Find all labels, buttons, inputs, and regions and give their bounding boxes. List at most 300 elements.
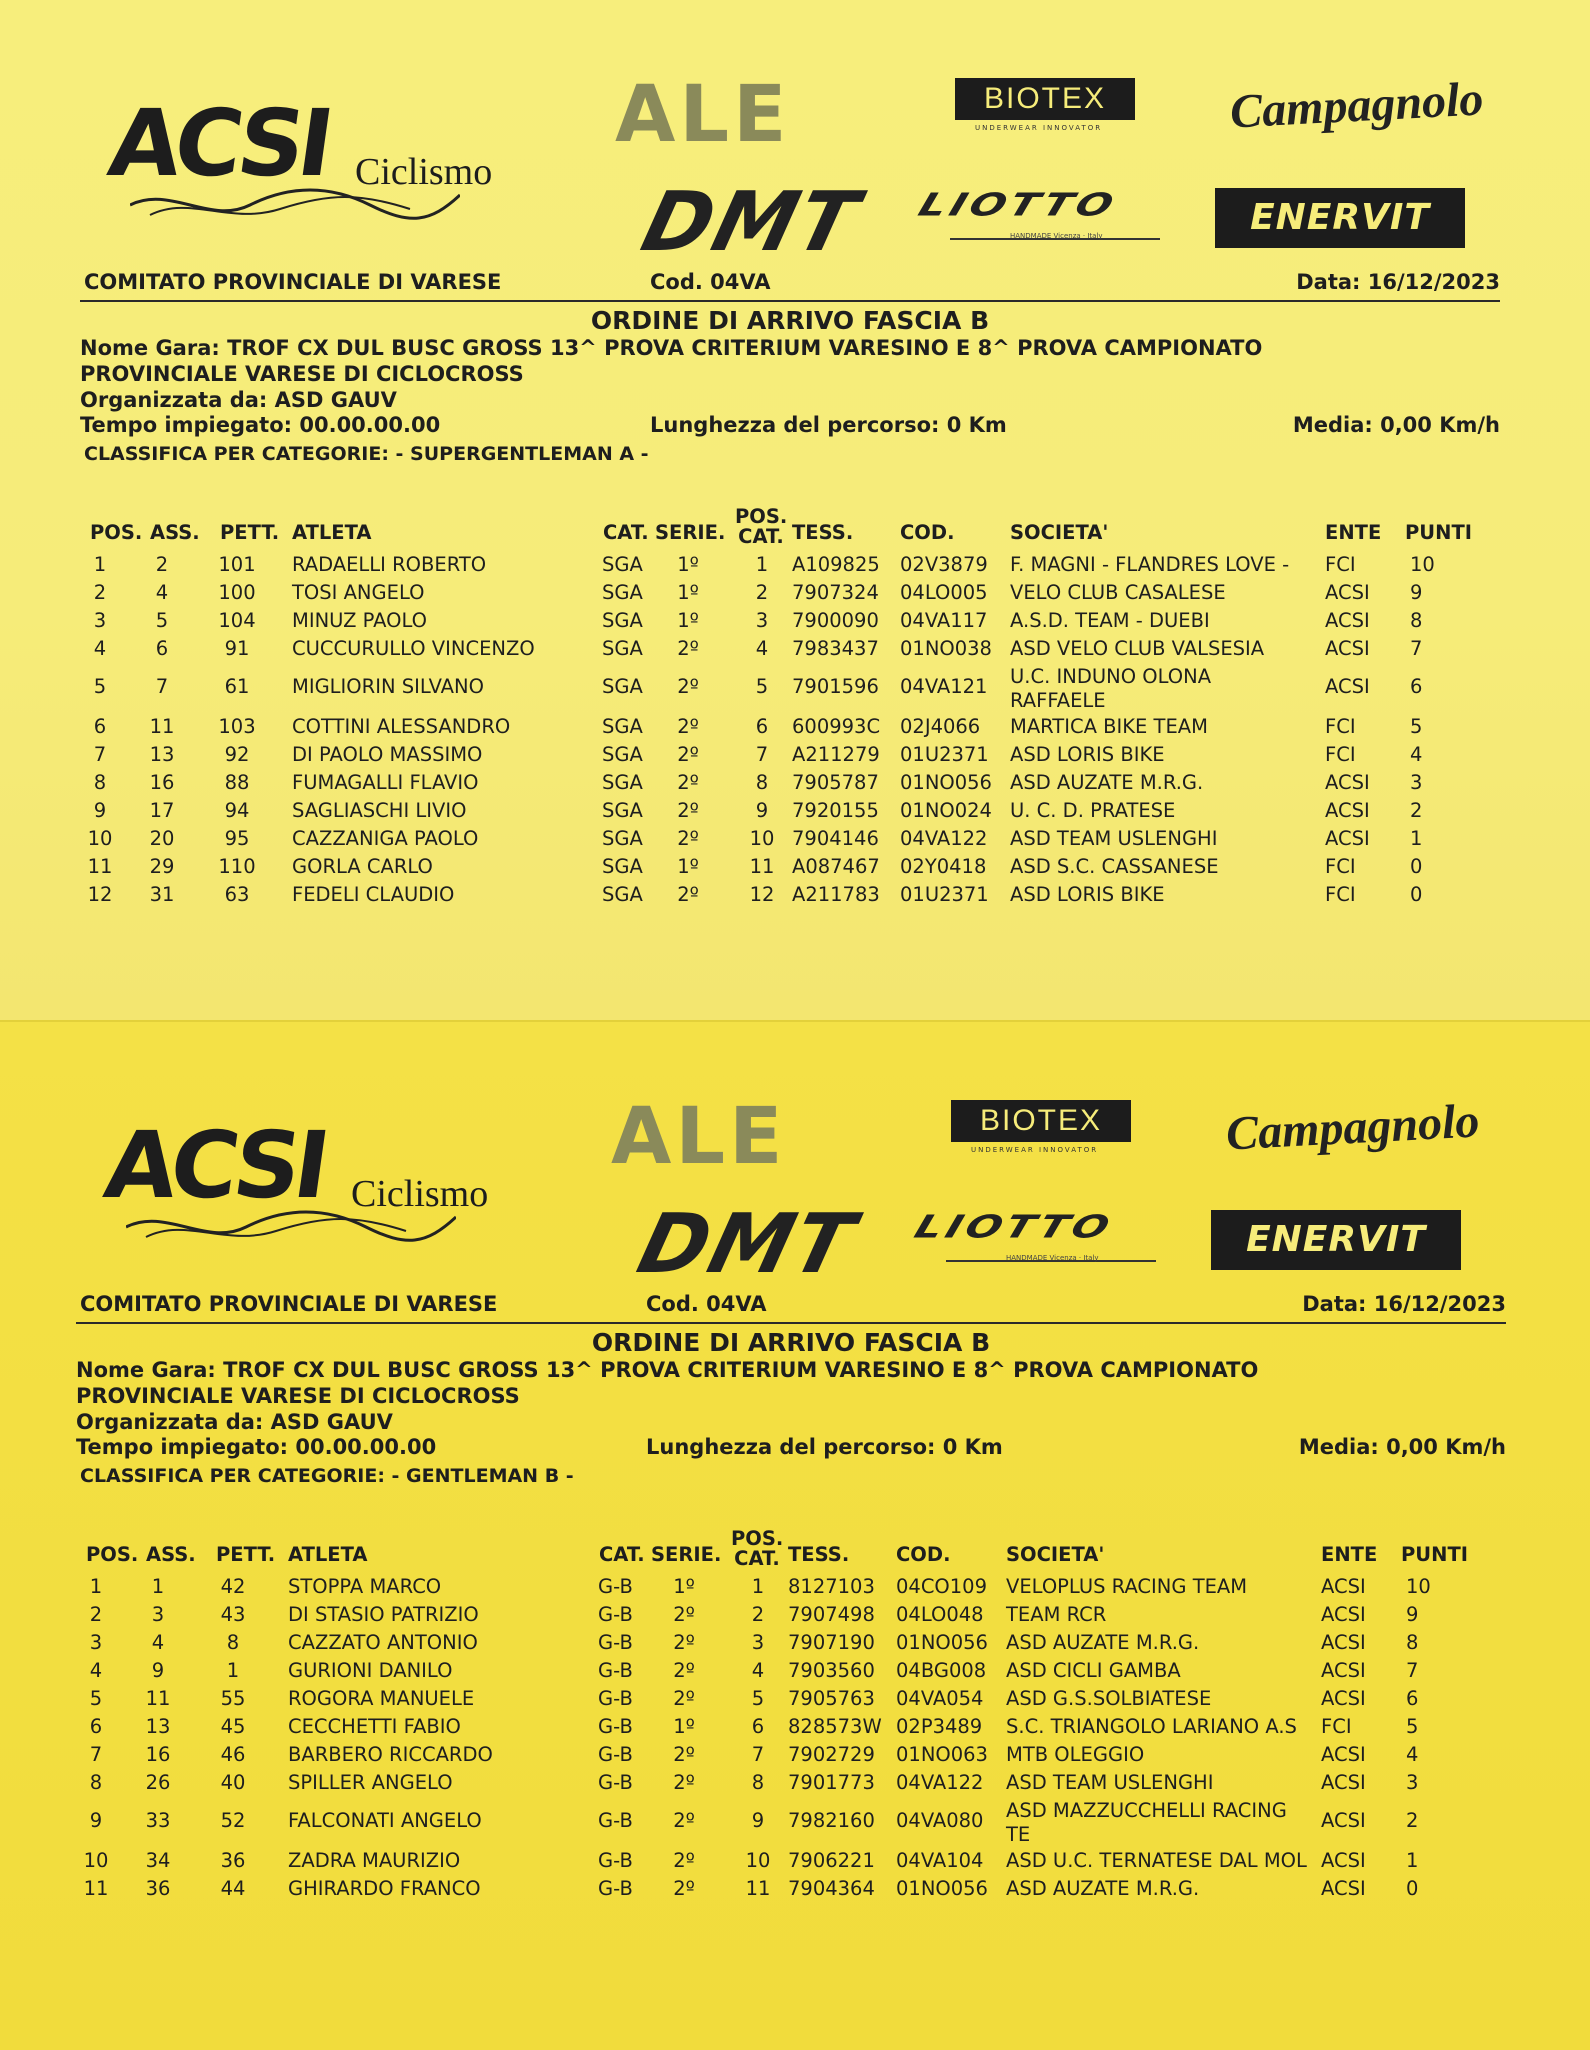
cell-ente: ACSI	[1321, 1771, 1366, 1794]
cell-cod: 04LO048	[896, 1603, 984, 1626]
acsi-logo-word: Ciclismo	[355, 151, 493, 193]
cell-poscat: 1	[751, 1575, 765, 1598]
cell-serie: 2º	[677, 799, 699, 822]
cell-pett: 91	[224, 637, 250, 660]
header-divider	[76, 1322, 1506, 1324]
col-tess: TESS.	[792, 521, 854, 544]
cell-cat: SGA	[602, 771, 643, 794]
table-row	[76, 1743, 1506, 1771]
cell-ass: 11	[145, 1687, 171, 1710]
cell-ente: ACSI	[1321, 1575, 1366, 1598]
table-header-row	[76, 1529, 1506, 1575]
cell-poscat: 9	[751, 1809, 765, 1832]
cell-poscat: 1	[755, 553, 769, 576]
col-societa: SOCIETA'	[1010, 521, 1109, 544]
cell-poscat: 4	[755, 637, 769, 660]
cell-pos: 7	[89, 1743, 103, 1766]
cell-societa: S.C. TRIANGOLO LARIANO A.S	[1006, 1715, 1297, 1738]
cell-tess: 7904364	[788, 1877, 875, 1900]
cell-poscat: 9	[755, 799, 769, 822]
cell-punti: 10	[1410, 553, 1435, 576]
col-poscat-line2: CAT.	[738, 525, 784, 548]
cell-poscat: 8	[755, 771, 769, 794]
cell-serie: 2º	[677, 675, 699, 698]
cell-societa: ASD AUZATE M.R.G.	[1006, 1877, 1200, 1900]
cell-atleta: CUCCURULLO VINCENZO	[292, 637, 535, 660]
table-row	[80, 715, 1500, 743]
cell-tess: 7920155	[792, 799, 879, 822]
results-table	[80, 507, 1500, 911]
cell-pos: 12	[87, 883, 113, 906]
cell-serie: 1º	[677, 609, 699, 632]
cell-cod: 02V3879	[900, 553, 988, 576]
dmt-logo: DMT	[633, 175, 869, 270]
cell-poscat: 10	[749, 827, 775, 850]
cell-pett: 45	[220, 1715, 246, 1738]
cell-pett: 88	[224, 771, 250, 794]
cell-serie: 2º	[677, 743, 699, 766]
cell-atleta: GURIONI DANILO	[288, 1659, 453, 1682]
acsi-ciclismo-logo	[98, 1112, 489, 1262]
cell-ente: ACSI	[1321, 1849, 1366, 1872]
time-taken: Tempo impiegato: 00.00.00.00	[80, 413, 441, 437]
cell-ass: 4	[155, 581, 169, 604]
col-pett: PETT.	[220, 521, 280, 544]
cell-pett: 46	[220, 1743, 246, 1766]
cell-ente: ACSI	[1321, 1603, 1366, 1626]
committee-code: Cod. 04VA	[646, 1292, 767, 1316]
cell-punti: 1	[1410, 827, 1423, 850]
cell-cat: G-B	[598, 1877, 633, 1900]
cell-pos: 6	[93, 715, 107, 738]
cell-serie: 1º	[673, 1575, 695, 1598]
table-row	[80, 743, 1500, 771]
cell-ass: 31	[149, 883, 175, 906]
race-name-line2: PROVINCIALE VARESE DI CICLOCROSS	[76, 1384, 520, 1408]
cell-cod: 01U2371	[900, 743, 989, 766]
sheet-content	[76, 1082, 1506, 1905]
committee-code: Cod. 04VA	[650, 270, 771, 294]
cell-punti: 10	[1406, 1575, 1431, 1598]
cell-societa: ASD VELO CLUB VALSESIA	[1010, 637, 1265, 660]
cell-pett: 103	[218, 715, 256, 738]
table-row	[80, 609, 1500, 637]
cell-pett: 1	[226, 1659, 240, 1682]
biotex-tagline: UNDERWEAR INNOVATOR	[975, 124, 1103, 132]
cell-tess: A211783	[792, 883, 880, 906]
cell-societa: MARTICA BIKE TEAM	[1010, 715, 1208, 738]
cell-societa: ASD AUZATE M.R.G.	[1006, 1631, 1200, 1654]
cell-ente: FCI	[1325, 553, 1356, 576]
ale-logo: ALE	[611, 1092, 787, 1182]
cell-poscat: 11	[749, 855, 775, 878]
cell-cod: 02Y0418	[900, 855, 987, 878]
cell-pett: 94	[224, 799, 250, 822]
race-date: Data: 16/12/2023	[1296, 270, 1500, 294]
cell-cod: 01NO056	[900, 771, 992, 794]
cell-cat: G-B	[598, 1849, 633, 1872]
cell-poscat: 2	[755, 581, 769, 604]
cell-punti: 8	[1410, 609, 1423, 632]
cell-atleta: ZADRA MAURIZIO	[288, 1849, 461, 1872]
table-row	[76, 1631, 1506, 1659]
table-row	[76, 1877, 1506, 1905]
sponsor-logos	[80, 60, 1500, 270]
cell-pett: 63	[224, 883, 250, 906]
cell-punti: 7	[1406, 1659, 1419, 1682]
cell-tess: A211279	[792, 743, 880, 766]
table-row	[80, 581, 1500, 609]
header-divider	[80, 300, 1500, 302]
category-label: CLASSIFICA PER CATEGORIE: - GENTLEMAN B -	[80, 1465, 574, 1487]
cell-poscat: 11	[745, 1877, 771, 1900]
table-row	[80, 883, 1500, 911]
cell-cod: 04VA121	[900, 675, 988, 698]
cell-pos: 4	[89, 1659, 103, 1682]
cell-pos: 8	[93, 771, 107, 794]
cell-pos: 11	[83, 1877, 109, 1900]
cell-ente: ACSI	[1325, 771, 1370, 794]
cell-cat: G-B	[598, 1631, 633, 1654]
cell-serie: 2º	[673, 1659, 695, 1682]
cell-societa: F. MAGNI - FLANDRES LOVE -	[1010, 553, 1290, 576]
cell-poscat: 7	[751, 1743, 765, 1766]
cell-cat: G-B	[598, 1771, 633, 1794]
table-row	[80, 827, 1500, 855]
cell-cat: G-B	[598, 1809, 633, 1832]
time-taken: Tempo impiegato: 00.00.00.00	[76, 1435, 437, 1459]
cell-cat: G-B	[598, 1687, 633, 1710]
col-ente: ENTE	[1325, 521, 1382, 544]
course-length: Lunghezza del percorso: 0 Km	[646, 1435, 1003, 1459]
col-ass: ASS.	[150, 521, 200, 544]
cell-pos: 2	[93, 581, 107, 604]
cell-punti: 2	[1406, 1809, 1419, 1832]
liotto-logo: LIOTTO	[910, 1208, 1119, 1245]
cell-pett: 92	[224, 743, 250, 766]
cell-tess: 828573W	[788, 1715, 882, 1738]
dmt-logo: DMT	[629, 1197, 865, 1292]
table-row	[76, 1603, 1506, 1631]
col-poscat	[735, 507, 787, 547]
results-title: ORDINE DI ARRIVO FASCIA B	[590, 306, 990, 335]
cell-tess: 7900090	[792, 609, 879, 632]
cell-societa: ASD MAZZUCCHELLI RACING	[1006, 1799, 1287, 1822]
cell-tess: 7907498	[788, 1603, 875, 1626]
cell-punti: 7	[1410, 637, 1423, 660]
acsi-logo-word: Ciclismo	[351, 1173, 489, 1215]
cell-societa: ASD TEAM USLENGHI	[1010, 827, 1218, 850]
cell-serie: 1º	[677, 855, 699, 878]
cell-societa: MTB OLEGGIO	[1006, 1743, 1145, 1766]
col-punti: PUNTI	[1405, 521, 1473, 544]
col-serie: SERIE.	[651, 1543, 722, 1566]
table-row	[76, 1799, 1506, 1849]
cell-societa: ASD CICLI GAMBA	[1006, 1659, 1181, 1682]
col-ass: ASS.	[146, 1543, 196, 1566]
cell-poscat: 10	[745, 1849, 771, 1872]
cell-punti: 6	[1410, 675, 1423, 698]
cell-ente: ACSI	[1325, 675, 1370, 698]
cell-ente: ACSI	[1321, 1659, 1366, 1682]
cell-atleta: GHIRARDO FRANCO	[288, 1877, 481, 1900]
cell-ass: 17	[149, 799, 175, 822]
cell-poscat: 8	[751, 1771, 765, 1794]
campagnolo-logo: Campagnolo	[1224, 1094, 1481, 1161]
cell-punti: 0	[1406, 1877, 1419, 1900]
table-row	[76, 1715, 1506, 1743]
cell-societa: ASD S.C. CASSANESE	[1010, 855, 1219, 878]
cell-serie: 2º	[677, 883, 699, 906]
cell-cat: G-B	[598, 1575, 633, 1598]
col-ente: ENTE	[1321, 1543, 1378, 1566]
cell-poscat: 6	[751, 1715, 765, 1738]
cell-cod: 04VA122	[896, 1771, 984, 1794]
col-poscat-line1: POS.	[735, 505, 788, 528]
cell-cat: SGA	[602, 743, 643, 766]
cell-serie: 2º	[673, 1849, 695, 1872]
cell-ass: 13	[149, 743, 175, 766]
cell-serie: 2º	[673, 1743, 695, 1766]
col-punti: PUNTI	[1401, 1543, 1469, 1566]
cell-societa: ASD LORIS BIKE	[1010, 883, 1165, 906]
cell-pett: 8	[226, 1631, 240, 1654]
liotto-tagline: HANDMADE Vicenza · Italy	[1006, 1254, 1099, 1262]
cell-atleta: MINUZ PAOLO	[292, 609, 428, 632]
cell-pett: 104	[218, 609, 256, 632]
table-row	[80, 553, 1500, 581]
table-row	[80, 637, 1500, 665]
cell-cod: 04VA080	[896, 1809, 984, 1832]
cell-serie: 2º	[673, 1809, 695, 1832]
cell-punti: 3	[1406, 1771, 1419, 1794]
table-body	[80, 553, 1500, 911]
table-row	[80, 665, 1500, 715]
cell-societa: VELOPLUS RACING TEAM	[1006, 1575, 1248, 1598]
cell-ente: ACSI	[1325, 637, 1370, 660]
cell-societa: U.C. INDUNO OLONA	[1010, 665, 1212, 688]
cell-atleta: SPILLER ANGELO	[288, 1771, 453, 1794]
cell-cat: SGA	[602, 581, 643, 604]
cell-atleta: DI PAOLO MASSIMO	[292, 743, 483, 766]
cell-tess: 7907190	[788, 1631, 875, 1654]
cell-pos: 8	[89, 1771, 103, 1794]
cell-ass: 36	[145, 1877, 171, 1900]
enervit-logo: ENERVIT	[1211, 1210, 1461, 1270]
cell-societa: ASD TEAM USLENGHI	[1006, 1771, 1214, 1794]
cell-cat: SGA	[602, 715, 643, 738]
cell-societa: ASD G.S.SOLBIATESE	[1006, 1687, 1212, 1710]
cell-ass: 33	[145, 1809, 171, 1832]
cell-atleta: RADAELLI ROBERTO	[292, 553, 487, 576]
ale-logo: ALE	[615, 70, 791, 160]
cell-cat: SGA	[602, 675, 643, 698]
cell-pos: 1	[93, 553, 107, 576]
cell-cod: 04VA122	[900, 827, 988, 850]
race-header	[76, 1292, 1506, 1489]
average-speed: Media: 0,00 Km/h	[1292, 413, 1500, 437]
biotex-tagline: UNDERWEAR INNOVATOR	[971, 1146, 1099, 1154]
cell-ass: 7	[155, 675, 169, 698]
cell-ente: FCI	[1325, 715, 1356, 738]
cell-cod: 04BG008	[896, 1659, 987, 1682]
cell-cod: 04CO109	[896, 1575, 987, 1598]
table-row	[76, 1575, 1506, 1603]
cell-ente: ACSI	[1321, 1877, 1366, 1900]
cell-ente: FCI	[1321, 1715, 1352, 1738]
sheet-content	[80, 60, 1500, 911]
cell-tess: 7902729	[788, 1743, 875, 1766]
cell-ass: 9	[151, 1659, 165, 1682]
col-pos: POS.	[86, 1543, 139, 1566]
sponsor-logos	[76, 1082, 1506, 1292]
cell-poscat: 7	[755, 743, 769, 766]
enervit-logo: ENERVIT	[1215, 188, 1465, 248]
results-title: ORDINE DI ARRIVO FASCIA B	[591, 1328, 991, 1357]
cell-serie: 1º	[673, 1715, 695, 1738]
col-cod: COD.	[896, 1543, 951, 1566]
col-pos: POS.	[90, 521, 143, 544]
cell-serie: 2º	[673, 1877, 695, 1900]
cell-ass: 1	[151, 1575, 165, 1598]
table-row	[76, 1659, 1506, 1687]
cell-tess: 7906221	[788, 1849, 875, 1872]
cell-ass: 34	[145, 1849, 171, 1872]
cell-atleta: DI STASIO PATRIZIO	[288, 1603, 479, 1626]
cell-ente: ACSI	[1321, 1743, 1366, 1766]
cell-poscat: 3	[755, 609, 769, 632]
cell-societa: ASD LORIS BIKE	[1010, 743, 1165, 766]
cell-poscat: 5	[755, 675, 769, 698]
biotex-logo: BIOTEX	[955, 78, 1135, 120]
cell-ass: 4	[151, 1631, 165, 1654]
cell-tess: 7905787	[792, 771, 879, 794]
race-name-line1: Nome Gara: TROF CX DUL BUSC GROSS 13^ PROVA CRITERIUM VARESINO E 8^ PROVA CAMPIONATO	[80, 336, 1263, 360]
cell-serie: 2º	[673, 1687, 695, 1710]
biotex-logo: BIOTEX	[951, 1100, 1131, 1142]
cell-cat: SGA	[602, 883, 643, 906]
cell-pett: 110	[218, 855, 256, 878]
cell-punti: 5	[1406, 1715, 1419, 1738]
cell-pos: 5	[93, 675, 107, 698]
cell-cod: 02J4066	[900, 715, 981, 738]
cell-ass: 16	[145, 1743, 171, 1766]
cell-pett: 101	[218, 553, 256, 576]
cell-punti: 5	[1410, 715, 1423, 738]
cell-pos: 9	[93, 799, 107, 822]
cell-punti: 8	[1406, 1631, 1419, 1654]
cell-punti: 4	[1410, 743, 1423, 766]
cell-atleta: MIGLIORIN SILVANO	[292, 675, 484, 698]
cell-cod: 01NO056	[896, 1877, 988, 1900]
committee-name: COMITATO PROVINCIALE DI VARESE	[84, 270, 502, 294]
cell-poscat: 5	[751, 1687, 765, 1710]
committee-name: COMITATO PROVINCIALE DI VARESE	[80, 1292, 498, 1316]
cell-tess: 600993C	[792, 715, 881, 738]
cell-atleta: COTTINI ALESSANDRO	[292, 715, 511, 738]
cell-tess: 7982160	[788, 1809, 875, 1832]
cell-tess: A087467	[792, 855, 880, 878]
cell-tess: 7905763	[788, 1687, 875, 1710]
cell-ente: ACSI	[1321, 1631, 1366, 1654]
cell-ente: ACSI	[1325, 799, 1370, 822]
results-sheet-gentleman-b	[0, 1020, 1590, 2050]
cell-pett: 42	[220, 1575, 246, 1598]
cell-ass: 20	[149, 827, 175, 850]
acsi-ciclismo-logo	[102, 90, 493, 240]
cell-cat: G-B	[598, 1603, 633, 1626]
acsi-swirl-icon	[126, 1207, 456, 1247]
cell-tess: 7903560	[788, 1659, 875, 1682]
cell-pos: 4	[93, 637, 107, 660]
cell-cat: G-B	[598, 1743, 633, 1766]
table-row	[76, 1849, 1506, 1877]
col-atleta: ATLETA	[288, 1543, 368, 1566]
cell-tess: 7904146	[792, 827, 879, 850]
cell-punti: 3	[1410, 771, 1423, 794]
cell-societa: ASD U.C. TERNATESE DAL MOL	[1006, 1849, 1307, 1872]
cell-ass: 11	[149, 715, 175, 738]
cell-atleta: CECCHETTI FABIO	[288, 1715, 461, 1738]
cell-ass: 26	[145, 1771, 171, 1794]
race-header	[80, 270, 1500, 467]
col-serie: SERIE.	[655, 521, 726, 544]
cell-cod: 02P3489	[896, 1715, 983, 1738]
campagnolo-logo: Campagnolo	[1228, 72, 1485, 139]
liotto-tagline: HANDMADE Vicenza · Italy	[1010, 232, 1103, 240]
average-speed: Media: 0,00 Km/h	[1298, 1435, 1506, 1459]
cell-serie: 2º	[677, 771, 699, 794]
race-date: Data: 16/12/2023	[1302, 1292, 1506, 1316]
results-table	[76, 1529, 1506, 1905]
table-row	[80, 771, 1500, 799]
table-row	[76, 1687, 1506, 1715]
cell-ente: ACSI	[1321, 1809, 1366, 1832]
col-poscat-line1: POS.	[731, 1527, 784, 1550]
cell-pett: 61	[224, 675, 250, 698]
cell-societa: A.S.D. TEAM - DUEBI	[1010, 609, 1210, 632]
cell-pett: 40	[220, 1771, 246, 1794]
cell-cod: 01NO063	[896, 1743, 988, 1766]
cell-cat: SGA	[602, 827, 643, 850]
cell-cat: SGA	[602, 609, 643, 632]
cell-pos: 11	[87, 855, 113, 878]
cell-societa: ASD AUZATE M.R.G.	[1010, 771, 1204, 794]
cell-ente: FCI	[1325, 855, 1356, 878]
col-poscat-line2: CAT.	[734, 1547, 780, 1570]
cell-poscat: 4	[751, 1659, 765, 1682]
cell-ente: FCI	[1325, 743, 1356, 766]
cell-cod: 01U2371	[900, 883, 989, 906]
organizer: Organizzata da: ASD GAUV	[80, 388, 397, 412]
cell-tess: A109825	[792, 553, 880, 576]
race-name-line2: PROVINCIALE VARESE DI CICLOCROSS	[80, 362, 524, 386]
cell-poscat: 6	[755, 715, 769, 738]
cell-ass: 13	[145, 1715, 171, 1738]
race-name-line1: Nome Gara: TROF CX DUL BUSC GROSS 13^ PROVA CRITERIUM VARESINO E 8^ PROVA CAMPIONATO	[76, 1358, 1259, 1382]
cell-cat: SGA	[602, 855, 643, 878]
cell-punti: 0	[1410, 855, 1423, 878]
cell-tess: 7983437	[792, 637, 879, 660]
cell-cat: SGA	[602, 637, 643, 660]
cell-atleta: SAGLIASCHI LIVIO	[292, 799, 467, 822]
category-label: CLASSIFICA PER CATEGORIE: - SUPERGENTLEMAN A -	[84, 443, 649, 465]
cell-societa-line2: RAFFAELE	[1010, 689, 1106, 712]
acsi-logo-text: ACSI	[102, 90, 335, 197]
cell-punti: 9	[1410, 581, 1423, 604]
col-cod: COD.	[900, 521, 955, 544]
cell-tess: 7907324	[792, 581, 879, 604]
